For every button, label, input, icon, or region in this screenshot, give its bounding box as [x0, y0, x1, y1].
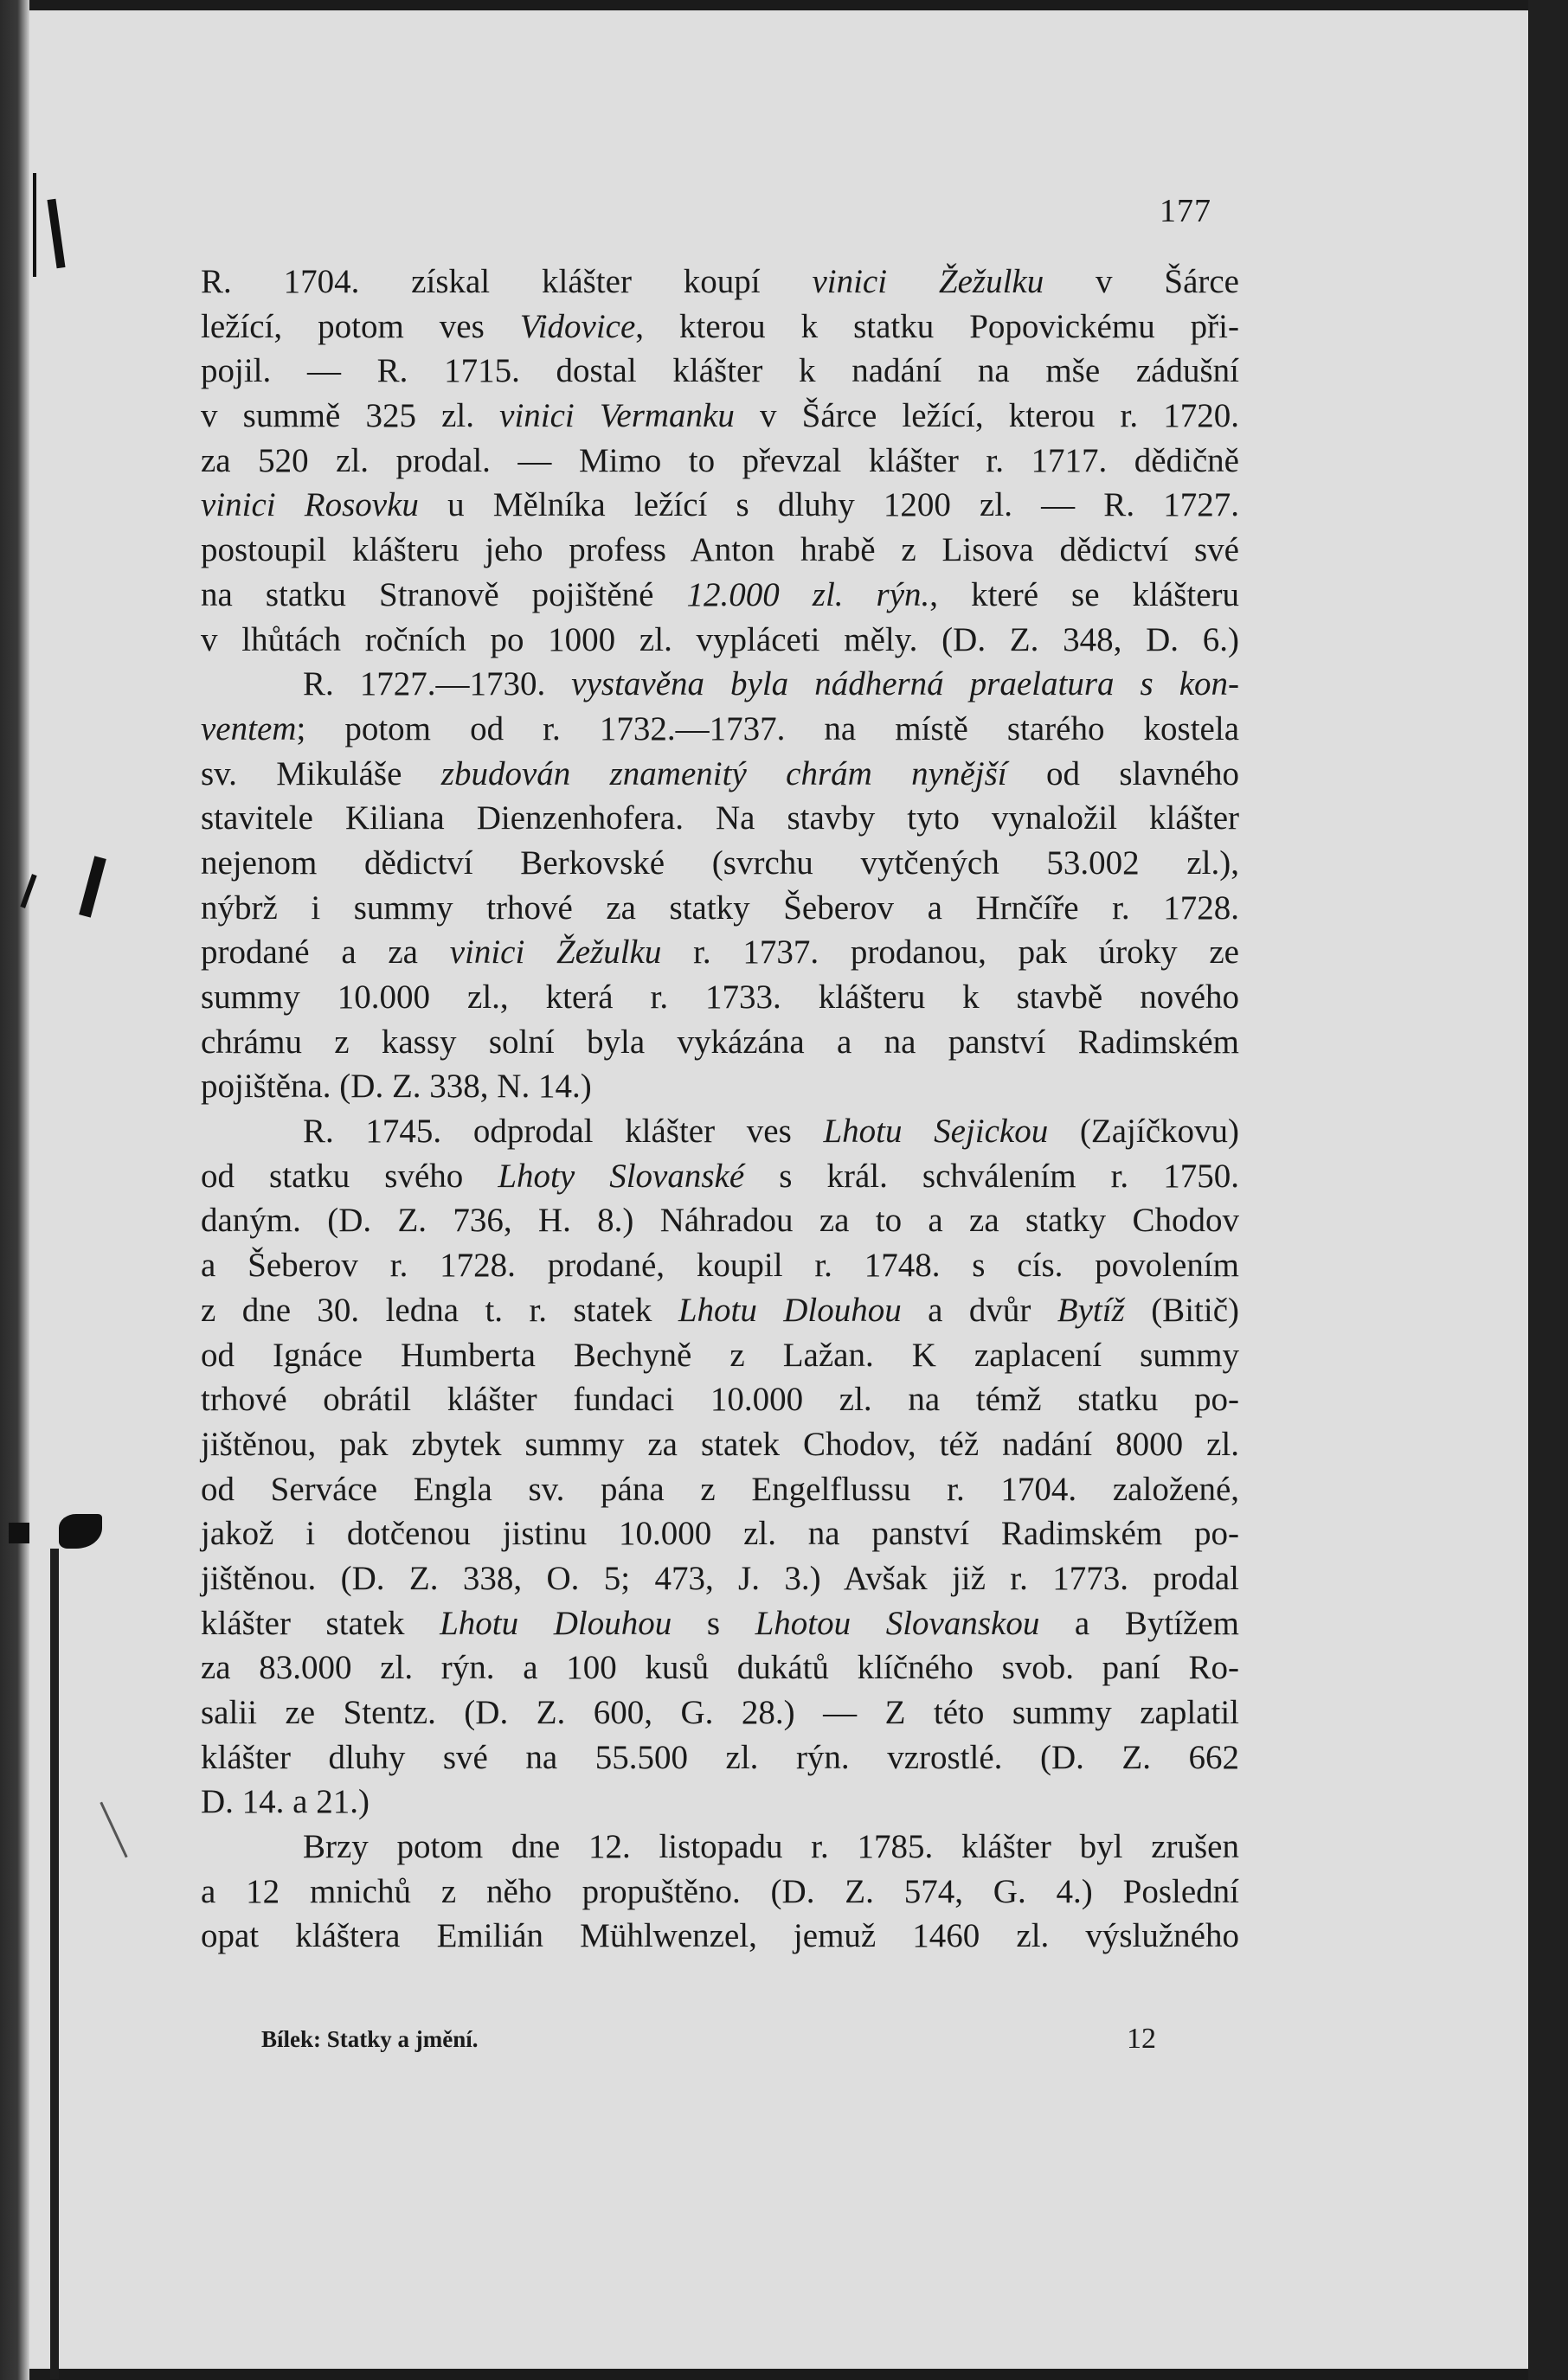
- text-segment: v lhůtách ročních po 1000 zl. vypláceti měly. (D. Z. 348, D. 6.): [201, 620, 1239, 658]
- italic-phrase: vinici Žežulku: [449, 933, 662, 972]
- text-segment: ležící, potom ves: [201, 307, 520, 345]
- text-line: [201, 841, 1239, 886]
- italic-phrase: Lhoty Slovanské: [498, 1157, 745, 1195]
- text-line: [201, 707, 1239, 752]
- text-segment: za 83.000 zl. rýn. a 100 kusů dukátů klíčného svob. paní Ro-: [201, 1649, 1239, 1687]
- italic-phrase: Lhotu Sejickou: [823, 1113, 1049, 1151]
- text-line: [201, 260, 1239, 305]
- text-line: [201, 573, 1239, 618]
- text-line: [201, 618, 1239, 663]
- text-line: [201, 1198, 1239, 1243]
- text-segment: (Bitič): [1124, 1291, 1239, 1329]
- text-segment: od Serváce Engla sv. pána z Engelflussu r. 1704. založené,: [201, 1470, 1239, 1508]
- italic-phrase: vinici Žežulku: [812, 263, 1044, 300]
- text-segment: sv. Mikuláše: [201, 754, 441, 792]
- text-segment: Brzy potom dne 12. listopadu r. 1785. klášter byl zrušen: [303, 1828, 1239, 1866]
- text-line: [201, 1825, 1239, 1870]
- signature-mark: 12: [1127, 2023, 1156, 2055]
- text-line: [201, 1154, 1239, 1199]
- text-segment: jištěnou, pak zbytek summy za statek Chodov, též nadání 8000 zl.: [201, 1425, 1239, 1463]
- italic-phrase: zbudován znamenitý chrám nynější: [440, 754, 1007, 792]
- text-line: [201, 439, 1239, 484]
- text-segment: , kterou k statku Popovickému při-: [635, 307, 1239, 345]
- text-segment: nejenom dědictví Berkovské (svrchu vytčených 53.002 zl.),: [201, 844, 1239, 882]
- text-segment: r. 1737. prodanou, pak úroky ze: [661, 933, 1239, 972]
- text-line: [201, 886, 1239, 931]
- text-segment: , které se klášteru: [929, 575, 1240, 613]
- text-line: [201, 1288, 1239, 1333]
- text-line: [201, 1735, 1239, 1780]
- text-segment: R. 1745. odprodal klášter ves: [303, 1113, 824, 1151]
- text-segment: a dvůr: [901, 1291, 1057, 1329]
- text-line: [201, 662, 1239, 707]
- text-segment: pojil. — R. 1715. dostal klášter k nadání na mše zádušní: [201, 352, 1239, 390]
- text-segment: nýbrž i summy trhové za statky Šeberov a Hrnčíře r. 1728.: [201, 888, 1239, 927]
- text-segment: a 12 mnichů z něho propuštěno. (D. Z. 574, G. 4.) Poslední: [201, 1872, 1239, 1910]
- text-segment: pojištěna. (D. Z. 338, N. 14.): [201, 1068, 592, 1106]
- text-line: [201, 1511, 1239, 1556]
- italic-phrase: Bytíž: [1057, 1291, 1125, 1329]
- text-line: [201, 752, 1239, 797]
- italic-phrase: vystavěna byla nádherná praelatura s kon-: [571, 665, 1239, 703]
- text-segment: ; potom od r. 1732.—1737. na místě starého kostela: [296, 709, 1239, 747]
- text-segment: jakož i dotčenou jistinu 10.000 zl. na panství Radimském po-: [201, 1515, 1239, 1553]
- text-line: [201, 1914, 1239, 1959]
- text-line: [201, 349, 1239, 394]
- text-segment: od Ignáce Humberta Bechyně z Lažan. K zaplacení summy: [201, 1336, 1239, 1374]
- italic-phrase: vinici Vermanku: [499, 397, 735, 435]
- running-footer-title: Bílek: Statky a jmění.: [261, 2026, 479, 2052]
- text-segment: a Bytížem: [1039, 1604, 1239, 1642]
- text-segment: R. 1704. získal klášter koupí: [201, 263, 813, 300]
- text-segment: v Šárce ležící, kterou r. 1720.: [734, 397, 1239, 435]
- text-segment: (Zajíčkovu): [1048, 1113, 1239, 1151]
- text-line: [201, 483, 1239, 528]
- page-number: 177: [1160, 193, 1211, 229]
- text-segment: prodané a za: [201, 933, 450, 972]
- text-line: [201, 1333, 1239, 1378]
- text-line: [201, 1780, 1239, 1825]
- text-segment: chrámu z kassy solní byla vykázána a na panství Radimském: [201, 1023, 1239, 1061]
- text-segment: D. 14. a 21.): [201, 1783, 370, 1821]
- italic-phrase: Lhotu Dlouhou: [678, 1291, 902, 1329]
- body-text: [201, 260, 1239, 1959]
- text-segment: trhové obrátil klášter fundaci 10.000 zl. na témž statku po-: [201, 1381, 1239, 1419]
- text-segment: summy 10.000 zl., která r. 1733. klášteru k stavbě nového: [201, 978, 1239, 1016]
- italic-phrase: Lhotou Slovanskou: [755, 1604, 1040, 1642]
- text-segment: v Šárce: [1044, 263, 1239, 300]
- text-segment: od statku svého: [201, 1157, 498, 1195]
- text-segment: klášter dluhy své na 55.500 zl. rýn. vzrostlé. (D. Z. 662: [201, 1738, 1239, 1776]
- text-segment: s král. schválením r. 1750.: [744, 1157, 1239, 1195]
- text-line: [201, 394, 1239, 439]
- italic-phrase: 12.000 zl. rýn.: [686, 575, 930, 613]
- text-segment: a Šeberov r. 1728. prodané, koupil r. 1748. s cís. povolením: [201, 1247, 1239, 1285]
- text-segment: salii ze Stentz. (D. Z. 600, G. 28.) — Z této summy zaplatil: [201, 1694, 1239, 1731]
- text-segment: jištěnou. (D. Z. 338, O. 5; 473, J. 3.) Avšak již r. 1773. prodal: [201, 1559, 1239, 1597]
- text-line: [201, 930, 1239, 975]
- text-line: [201, 1870, 1239, 1915]
- text-segment: s: [672, 1604, 755, 1642]
- text-line: [201, 1377, 1239, 1422]
- text-line: [201, 1020, 1239, 1065]
- text-line: [201, 1645, 1239, 1690]
- italic-phrase: ventem: [201, 709, 297, 747]
- text-segment: na statku Stranově pojištěné: [201, 575, 687, 613]
- text-segment: v summě 325 zl.: [201, 397, 500, 435]
- text-line: [201, 305, 1239, 350]
- margin-marks: [0, 0, 121, 2380]
- scan-border: [1528, 0, 1568, 2380]
- footer: [261, 2023, 1156, 2055]
- text-segment: od slavného: [1006, 754, 1239, 792]
- text-line: [201, 1422, 1239, 1467]
- text-segment: klášter statek: [201, 1604, 440, 1642]
- italic-phrase: Vidovice: [519, 307, 636, 345]
- text-segment: u Mělníka ležící s dluhy 1200 zl. — R. 1727.: [418, 486, 1239, 524]
- italic-phrase: vinici Rosovku: [201, 486, 419, 524]
- text-segment: stavitele Kiliana Dienzenhofera. Na stavby tyto vynaložil klášter: [201, 799, 1239, 837]
- text-segment: za 520 zl. prodal. — Mimo to převzal klášter r. 1717. dědičně: [201, 441, 1239, 479]
- text-segment: z dne 30. ledna t. r. statek: [201, 1291, 678, 1329]
- text-segment: opat kláštera Emilián Mühlwenzel, jemuž 1460 zl. výslužného: [201, 1917, 1239, 1955]
- text-line: [201, 1109, 1239, 1154]
- text-line: [201, 975, 1239, 1020]
- italic-phrase: Lhotu Dlouhou: [440, 1604, 672, 1642]
- text-line: [201, 796, 1239, 841]
- text-line: [201, 1467, 1239, 1512]
- text-line: [201, 1601, 1239, 1646]
- text-line: [201, 1243, 1239, 1288]
- text-segment: daným. (D. Z. 736, H. 8.) Náhradou za to a za statky Chodov: [201, 1202, 1239, 1240]
- text-line: [201, 528, 1239, 573]
- text-line: [201, 1690, 1239, 1735]
- text-segment: postoupil klášteru jeho profess Anton hrabě z Lisova dědictví své: [201, 531, 1239, 569]
- text-line: [201, 1064, 1239, 1109]
- text-segment: R. 1727.—1730.: [303, 665, 572, 703]
- text-line: [201, 1556, 1239, 1601]
